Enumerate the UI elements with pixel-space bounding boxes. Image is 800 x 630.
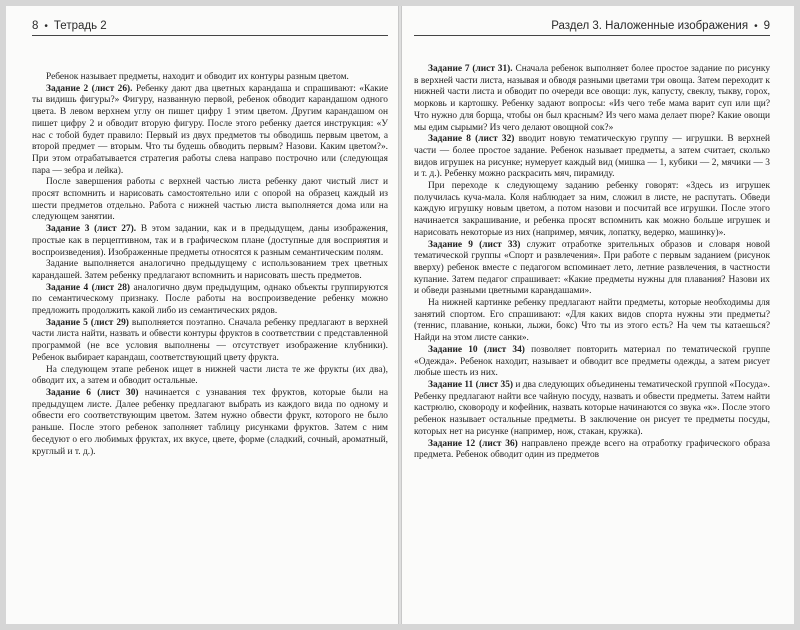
left-page-number: 8 xyxy=(32,20,39,32)
task-heading: Задание 2 (лист 26). xyxy=(46,83,133,94)
paragraph: Задание 5 (лист 29) выполняется поэтапно. Сначала ребенку предлагают в верхней части листа найти, назвать и обвести контуры фруктов в соответствии с представленной программой (не все условия выполнены — отсутствует изображение клубники). Ребенок выбирает карандаш, соответствующий цвету фрукта. xyxy=(32,317,388,363)
task-heading: Задание 4 (лист 28) xyxy=(46,282,131,293)
task-heading: Задание 7 (лист 31). xyxy=(428,64,513,74)
task-heading: Задание 5 (лист 29) xyxy=(46,317,129,328)
task-heading: Задание 8 (лист 32) xyxy=(428,134,515,145)
task-heading: Задание 10 (лист 34) xyxy=(428,344,525,355)
right-page xyxy=(402,6,794,624)
paragraph: На следующем этапе ребенок ищет в нижней части листа те же фрукты (их два), обводит их, а затем и обводит остальные. xyxy=(32,364,388,387)
task-heading: Задание 3 (лист 27). xyxy=(46,224,137,235)
paragraph: Задание 6 (лист 30) начинается с узнавания тех фруктов, которые были на предыдущем листе. Далее ребенку предлагают выбрать из каждого вида по одному и обвести его соответствующим цветом. Затем нужно обвести фрукт, которого не было раньше. После этого ребенок заполняет таблицу рисунками фруктов. Затем с ним беседуют о его любимых фруктах, их вкусе, цвете, форме (сладкий, сочный, ароматный, круглый и т. д.). xyxy=(32,387,389,457)
bullet-separator: • xyxy=(44,21,48,32)
paragraph: На нижней картинке ребенку предлагают найти предметы, которые необходимы для занятий спортом. Его спрашивают: «Для каких видов спорта нужны эти предметы? (теннис, плавание, коньки, лыжи, бокс) Что ты из этого есть? На чем ты катаешься? Найди на этом листе санки». xyxy=(414,298,770,344)
right-page-number: 9 xyxy=(763,20,770,32)
paragraph: Задание 8 (лист 32) вводит новую тематическую группу — игрушки. В верхней части — более простое задание. Ребенок называет предметы, а затем считает, сколько видов игрушек на рисунке; нумерует каждый вид (мишка — 1, кубики — 2, мячики — 3 и т. д.). Ребенку можно раскрасить мяч, пирамиду. xyxy=(414,134,770,180)
right-running-header xyxy=(414,6,770,36)
paragraph: При переходе к следующему заданию ребенку говорят: «Здесь из игрушек получилась куча-мала. Коля наблюдает за ним, сложил в листе, не распутать. Обведи каждую игрушку новым цветом, а потом назови и посчитай все игрушки. После этого начинается закрашивание, и ребенка просят вспомнить как можно больше игрушек и нарисовать некоторые из них (например, мячик, лопатку, ведерко, машинку)». xyxy=(414,181,770,238)
paragraph: Задание 12 (лист 36) направлено прежде всего на отработку графического образа предмета. Ребенок обводит один из предметов xyxy=(414,438,770,461)
paragraph: Задание 10 (лист 34) позволяет повторить материал по тематической группе «Одежда». Ребенок находит, называет и обводит все предметы одежды, а затем рисует любые шесть из них. xyxy=(414,344,770,379)
bullet-separator: • xyxy=(754,21,758,32)
task-heading: Задание 12 (лист 36) xyxy=(428,438,518,449)
left-running-header xyxy=(32,6,388,36)
right-page-body xyxy=(414,64,770,462)
paragraph: Задание 7 (лист 31). Сначала ребенок выполняет более простое задание по рисунку в верхней части листа, называя и обводя разными цветами три овоща. Затем переходит к нижней части листа и обводит по очереди все овощи: лук, капусту, свеклу, тыкву, горох, морковь и картошку. Ребенку задают вопросы: «Из чего тебе мама варит суп или щи? Что нужно для борща, чтобы он был красным? Из чего мама делает пюре? Какие овощи мы едим сырыми? Из чего делают овощной сок?» xyxy=(414,64,771,133)
paragraph: Задание 11 (лист 35) и два следующих объединены тематической группой «Посуда». Ребенку предлагают найти все чайную посуду, назвать и обвести предметы. Затем найти кастрюлю, сковороду и кофейник, назвать которые начинаются со звука «к». После этого ребенок называет остальные предметы. В заключение он рисует те предметы посуды, которых нет на рисунке (например, нож, стакан, кружка). xyxy=(414,379,770,437)
task-heading: Задание 11 (лист 35) xyxy=(428,379,514,390)
left-page-body xyxy=(32,72,388,458)
paragraph: Задание 3 (лист 27). В этом задании, как и в предыдущем, даны изображения, простые как в перцептивном, так и в графическом плане (доступные для восприятия и воспроизведения). Изображенные предметы относятся к разным семантическим полям. xyxy=(32,224,389,258)
task-heading: Задание 9 (лист 33) xyxy=(428,239,521,250)
paragraph: Ребенок называет предметы, находит и обводит их контуры разным цветом. xyxy=(46,72,349,82)
left-page xyxy=(6,6,398,624)
right-running-head: Раздел 3. Наложенные изображения xyxy=(551,20,749,32)
paragraph: Задание 2 (лист 26). Ребенку дают два цветных карандаша и спрашивают: «Какие ты видишь фигуры?» Фигуру, названную первой, ребенок обводит карандашом одного цвета. В левом верхнем углу он пишет цифру 1 этим цветом. Другим карандашом он пишет цифру 2 и обводит вторую фигуру. После этого ребенку дается инструкция: «У нас с тобой будет правило: Первый из двух предметов ты обводишь первым цветом, а второй предмет — вторым. Что ты будешь обводить первым? Назови. Каким цветом?». При этом отрабатывается стратегия работы слева направо построчно или (следующая пара — зебра и лейка). xyxy=(32,83,389,176)
paragraph: После завершения работы с верхней частью листа ребенку дают чистый лист и просят вспомнить и нарисовать самостоятельно или с опорой на образец каждый из шести предметов отдельно. Работа с нижней частью листа выполняется дома или на следующем занятии. xyxy=(32,177,388,223)
paragraph: Задание выполняется аналогично предыдущему с использованием трех цветных карандашей. Затем ребенку предлагают вспомнить и нарисовать шесть предметов. xyxy=(32,259,388,281)
paragraph: Задание 9 (лист 33) служит отработке зрительных образов и словаря новой тематической группы «Спорт и развлечения». При работе с первым заданием (рисунок вверху) ребенок вместе с педагогом вспоминает лето, летние развлечения, в частности купание. Затем педагог спрашивает: «Какие предметы нужны для плавания? Назови их и обведи разными цветными карандашами». xyxy=(414,239,770,297)
task-heading: Задание 6 (лист 30) xyxy=(46,387,139,398)
left-running-head: Тетрадь 2 xyxy=(53,20,107,32)
paragraph: Задание 4 (лист 28) аналогично двум предыдущим, однако объекты группируются по семантическому признаку. После работы на воспроизведение ребенку можно предложить продолжить какой либо из семантических рядов. xyxy=(32,282,389,317)
